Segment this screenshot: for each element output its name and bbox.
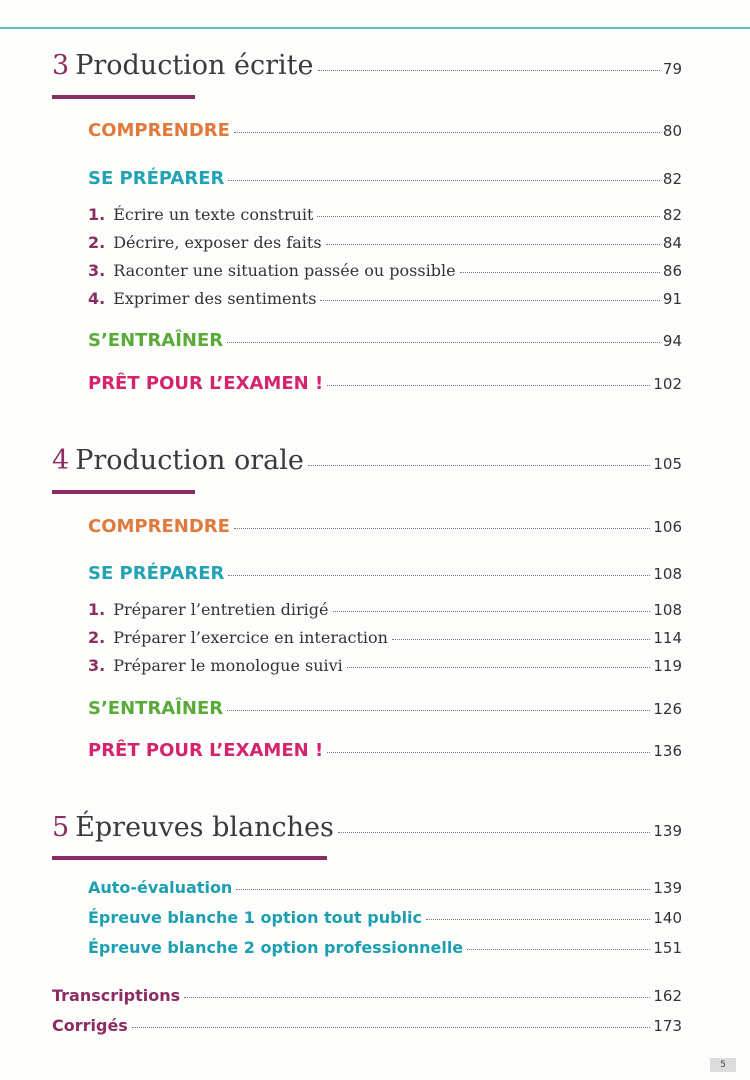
heading-label: COMPRENDRE <box>88 120 230 141</box>
page-number: 108 <box>653 565 682 583</box>
heading-label: PRÊT POUR L’EXAMEN ! <box>88 740 324 761</box>
item-text: Préparer le monologue suivi <box>113 656 343 675</box>
dot-leader <box>426 919 650 920</box>
dot-leader <box>317 216 659 217</box>
item-number: 2. <box>88 628 106 647</box>
section-title: Épreuves blanches <box>75 812 334 843</box>
page-number: 162 <box>653 987 682 1005</box>
page-number: 79 <box>662 60 682 78</box>
page-number-badge: 5 <box>710 1058 736 1072</box>
heading-comprendre-3[interactable] <box>88 120 682 141</box>
page-number: 102 <box>653 375 682 393</box>
section-number: 5 <box>52 812 70 843</box>
section-5-entry[interactable] <box>52 812 682 843</box>
dot-leader <box>228 180 660 181</box>
item-text: Préparer l’entretien dirigé <box>113 600 329 619</box>
dot-leader <box>392 639 650 640</box>
dot-leader <box>460 272 660 273</box>
item-number: 3. <box>88 656 106 675</box>
item-text: Exprimer des sentiments <box>113 289 317 308</box>
page-number: 108 <box>653 601 682 619</box>
section-3-entry[interactable] <box>52 50 682 81</box>
subentry-text: Auto-évaluation <box>88 878 233 897</box>
page-number: 173 <box>653 1017 682 1035</box>
toc-item[interactable] <box>88 628 682 647</box>
section-underline <box>52 856 327 860</box>
page-number: 139 <box>653 822 682 840</box>
toc-item[interactable] <box>88 233 682 252</box>
heading-se-preparer-3[interactable] <box>88 168 682 189</box>
section-underline <box>52 95 195 99</box>
dot-leader <box>318 70 660 71</box>
page-number: 114 <box>653 629 682 647</box>
page-number: 82 <box>662 170 682 188</box>
dot-leader <box>347 667 651 668</box>
heading-label: PRÊT POUR L’EXAMEN ! <box>88 373 324 394</box>
dot-leader <box>227 342 660 343</box>
section-title: Production orale <box>75 445 304 476</box>
dot-leader <box>338 832 650 833</box>
dot-leader <box>228 575 650 576</box>
heading-pret-examen-4[interactable] <box>88 740 682 761</box>
top-rule <box>0 27 750 29</box>
dot-leader <box>132 1027 651 1028</box>
dot-leader <box>467 949 650 950</box>
page-number: 140 <box>653 909 682 927</box>
subentry-text: Épreuve blanche 2 option professionnelle <box>88 938 464 957</box>
dot-leader <box>227 710 650 711</box>
section-title: Production écrite <box>75 50 314 81</box>
item-number: 3. <box>88 261 106 280</box>
heading-label: COMPRENDRE <box>88 516 230 537</box>
toc-item[interactable] <box>88 205 682 224</box>
page-number: 94 <box>662 332 682 350</box>
dot-leader <box>234 528 650 529</box>
heading-sentrainer-3[interactable] <box>88 330 682 351</box>
toc-item[interactable] <box>88 261 682 280</box>
page-number: 126 <box>653 700 682 718</box>
dot-leader <box>308 465 650 466</box>
heading-label: SE PRÉPARER <box>88 563 225 584</box>
dot-leader <box>326 244 660 245</box>
item-number: 2. <box>88 233 106 252</box>
page-number: 119 <box>653 657 682 675</box>
page-number: 151 <box>653 939 682 957</box>
heading-sentrainer-4[interactable] <box>88 698 682 719</box>
page-number: 80 <box>662 122 682 140</box>
heading-se-preparer-4[interactable] <box>88 563 682 584</box>
page-number: 91 <box>662 290 682 308</box>
dot-leader <box>234 132 660 133</box>
toc-subentry[interactable] <box>88 908 682 927</box>
subentry-text: Épreuve blanche 1 option tout public <box>88 908 423 927</box>
dot-leader <box>327 385 650 386</box>
section-number: 4 <box>52 445 70 476</box>
page-number: 105 <box>653 455 682 473</box>
toc-end-transcriptions[interactable] <box>52 986 682 1005</box>
heading-label: S’ENTRAÎNER <box>88 698 224 719</box>
item-text: Décrire, exposer des faits <box>113 233 322 252</box>
heading-pret-examen-3[interactable] <box>88 373 682 394</box>
dot-leader <box>327 752 650 753</box>
toc-subentry[interactable] <box>88 878 682 897</box>
toc-item[interactable] <box>88 289 682 308</box>
page-number: 84 <box>662 234 682 252</box>
item-number: 1. <box>88 205 106 224</box>
toc-item[interactable] <box>88 656 682 675</box>
dot-leader <box>236 889 650 890</box>
dot-leader <box>333 611 651 612</box>
section-4-entry[interactable] <box>52 445 682 476</box>
page-number: 86 <box>662 262 682 280</box>
end-item-text: Corrigés <box>52 1016 128 1035</box>
dot-leader <box>320 300 659 301</box>
item-text: Écrire un texte construit <box>113 205 314 224</box>
item-text: Préparer l’exercice en interaction <box>113 628 388 647</box>
section-number: 3 <box>52 50 70 81</box>
page-number: 136 <box>653 742 682 760</box>
dot-leader <box>184 997 650 998</box>
page-number: 106 <box>653 518 682 536</box>
page-number: 139 <box>653 879 682 897</box>
item-number: 1. <box>88 600 106 619</box>
toc-item[interactable] <box>88 600 682 619</box>
page-number: 82 <box>662 206 682 224</box>
item-number: 4. <box>88 289 106 308</box>
heading-comprendre-4[interactable] <box>88 516 682 537</box>
end-item-text: Transcriptions <box>52 986 181 1005</box>
heading-label: S’ENTRAÎNER <box>88 330 224 351</box>
item-text: Raconter une situation passée ou possible <box>113 261 456 280</box>
toc-subentry[interactable] <box>88 938 682 957</box>
toc-end-corriges[interactable] <box>52 1016 682 1035</box>
heading-label: SE PRÉPARER <box>88 168 225 189</box>
section-underline <box>52 490 195 494</box>
